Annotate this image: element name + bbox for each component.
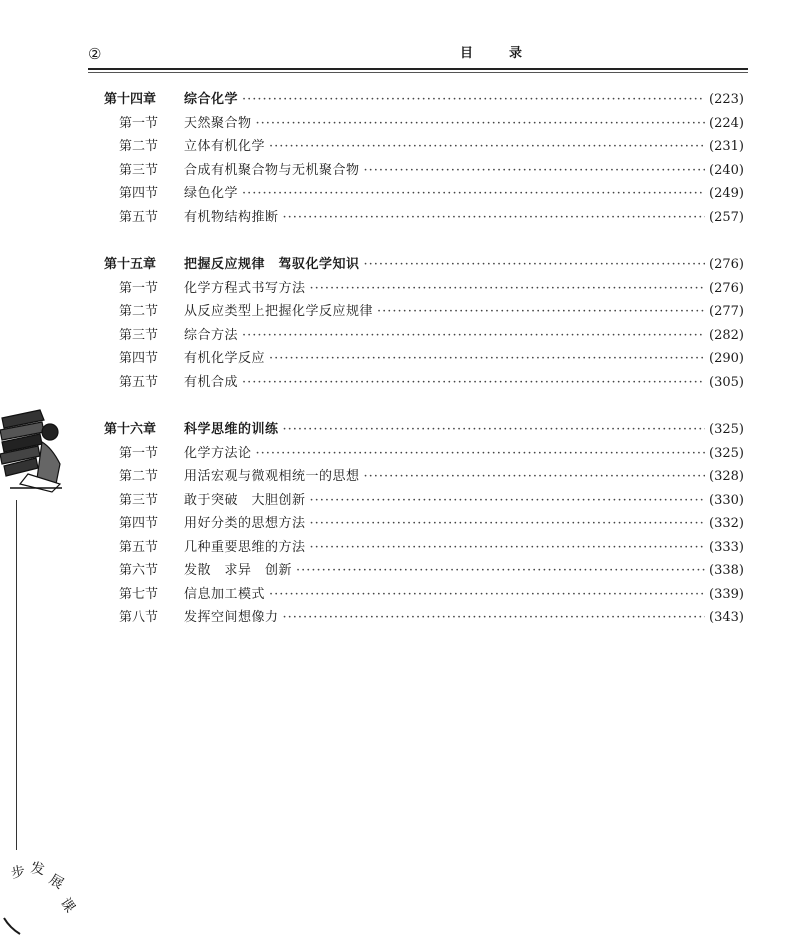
section-title: 几种重要思维的方法 (184, 539, 306, 555)
toc-section-row[interactable] (104, 300, 744, 324)
leader-dots (310, 516, 706, 531)
page-ref: (339) (709, 586, 744, 602)
section-title: 用好分类的思想方法 (184, 516, 306, 531)
section-number: 第四节 (119, 516, 159, 531)
toc-section-row[interactable] (104, 347, 744, 371)
section-title: 化学方程式书写方法 (184, 280, 306, 296)
section-number: 第三节 (119, 492, 159, 508)
toc-section-row[interactable] (104, 442, 744, 466)
page-number: ② (88, 45, 102, 63)
page-ref: (305) (709, 374, 744, 390)
toc-section-row[interactable] (104, 277, 744, 301)
page-ref: (276) (709, 280, 744, 296)
leader-dots (269, 139, 705, 154)
section-number: 第二节 (119, 304, 159, 319)
leader-dots (256, 446, 706, 461)
section-title: 合成有机聚合物与无机聚合物 (184, 162, 360, 178)
leader-dots (364, 469, 706, 484)
page-ref: (257) (709, 209, 744, 225)
chapter-title: 把握反应规律 驾驭化学知识 (184, 257, 360, 272)
section-number: 第三节 (119, 162, 159, 178)
page-ref: (325) (709, 422, 744, 437)
svg-text:课: 课 (56, 895, 78, 916)
page-ref: (276) (709, 257, 744, 272)
table-of-contents (104, 88, 744, 654)
reading-figure-illustration (0, 388, 70, 498)
section-number: 第七节 (119, 586, 159, 602)
page-title (460, 44, 522, 64)
toc-section-row[interactable] (104, 489, 744, 513)
leader-dots (283, 610, 706, 625)
leader-dots (269, 587, 705, 602)
section-number: 第六节 (119, 563, 159, 578)
section-title: 信息加工模式 (184, 586, 266, 602)
toc-section-row[interactable] (104, 206, 744, 230)
page-ref: (282) (709, 327, 744, 343)
section-title: 发散 求异 创新 (184, 563, 293, 578)
section-number: 第八节 (119, 610, 159, 625)
leader-dots (296, 563, 705, 578)
section-title: 从反应类型上把握化学反应规律 (184, 304, 374, 319)
page-ref: (231) (709, 139, 744, 154)
section-number: 第二节 (119, 469, 159, 484)
leader-dots (364, 257, 706, 272)
page-ref: (277) (709, 304, 744, 319)
section-title: 敢于突破 大胆创新 (184, 492, 306, 508)
section-number: 第四节 (119, 351, 159, 366)
toc-section-row[interactable] (104, 159, 744, 183)
section-title: 绿色化学 (184, 186, 239, 201)
section-number: 第一节 (119, 445, 159, 461)
page-ref: (325) (709, 445, 744, 461)
leader-dots (242, 328, 705, 343)
toc-chapter-row[interactable] (104, 253, 744, 277)
toc-section-row[interactable] (104, 182, 744, 206)
page-ref: (328) (709, 469, 744, 484)
toc-chapter-row[interactable] (104, 88, 744, 112)
page-ref: (223) (709, 92, 744, 107)
toc-section-row[interactable] (104, 559, 744, 583)
page-ref: (290) (709, 351, 744, 366)
svg-text:展: 展 (46, 871, 67, 893)
leader-dots (377, 304, 705, 319)
toc-section-row[interactable] (104, 536, 744, 560)
page-ref: (332) (709, 516, 744, 531)
section-title: 立体有机化学 (184, 139, 266, 154)
header-rule (88, 68, 748, 70)
section-title: 化学方法论 (184, 445, 252, 461)
leader-dots (242, 186, 705, 201)
section-number: 第一节 (119, 115, 159, 131)
section-title: 有机合成 (184, 374, 239, 390)
section-title: 有机化学反应 (184, 351, 266, 366)
section-title: 天然聚合物 (184, 115, 252, 131)
page-ref: (330) (709, 492, 744, 508)
chapter-number: 第十五章 (104, 257, 157, 272)
svg-text:发: 发 (29, 860, 46, 879)
section-number: 第五节 (119, 374, 159, 390)
leader-dots (310, 281, 706, 296)
toc-section-row[interactable] (104, 371, 744, 395)
page-header (88, 44, 748, 68)
toc-section-row[interactable] (104, 583, 744, 607)
section-number: 第五节 (119, 209, 159, 225)
chapter-14 (104, 88, 744, 229)
page-ref: (333) (709, 539, 744, 555)
leader-dots (269, 351, 705, 366)
page-ref: (338) (709, 563, 744, 578)
page-ref: (249) (709, 186, 744, 201)
section-number: 第二节 (119, 139, 159, 154)
title-char-1: 目 (460, 46, 474, 61)
header-rule-thin (88, 72, 748, 73)
leader-dots (310, 540, 706, 555)
chapter-title: 科学思维的训练 (184, 422, 279, 437)
section-title: 发挥空间想像力 (184, 610, 279, 625)
page-ref: (224) (709, 115, 744, 131)
toc-section-row[interactable] (104, 324, 744, 348)
toc-section-row[interactable] (104, 606, 744, 630)
section-title: 用活宏观与微观相统一的思想 (184, 469, 360, 484)
toc-chapter-row[interactable] (104, 418, 744, 442)
chapter-15 (104, 253, 744, 394)
margin-vertical-line (16, 500, 17, 850)
leader-dots (242, 92, 705, 107)
page-ref: (343) (709, 610, 744, 625)
chapter-number: 第十六章 (104, 422, 157, 437)
section-number: 第五节 (119, 539, 159, 555)
leader-dots (256, 116, 706, 131)
section-title: 综合方法 (184, 327, 239, 343)
toc-section-row[interactable] (104, 512, 744, 536)
toc-section-row[interactable] (104, 135, 744, 159)
title-char-2: 录 (509, 46, 523, 61)
chapter-16 (104, 418, 744, 630)
leader-dots (283, 422, 706, 437)
section-number: 第三节 (119, 327, 159, 343)
toc-section-row[interactable] (104, 112, 744, 136)
leader-dots (310, 493, 706, 508)
section-number: 第一节 (119, 280, 159, 296)
svg-text:步: 步 (9, 863, 27, 882)
stamp-seal (0, 848, 80, 936)
leader-dots (242, 375, 705, 390)
chapter-title: 综合化学 (184, 92, 239, 107)
page-ref: (240) (709, 162, 744, 178)
section-number: 第四节 (119, 186, 159, 201)
leader-dots (283, 210, 706, 225)
section-title: 有机物结构推断 (184, 209, 279, 225)
chapter-number: 第十四章 (104, 92, 157, 107)
toc-section-row[interactable] (104, 465, 744, 489)
leader-dots (364, 163, 706, 178)
